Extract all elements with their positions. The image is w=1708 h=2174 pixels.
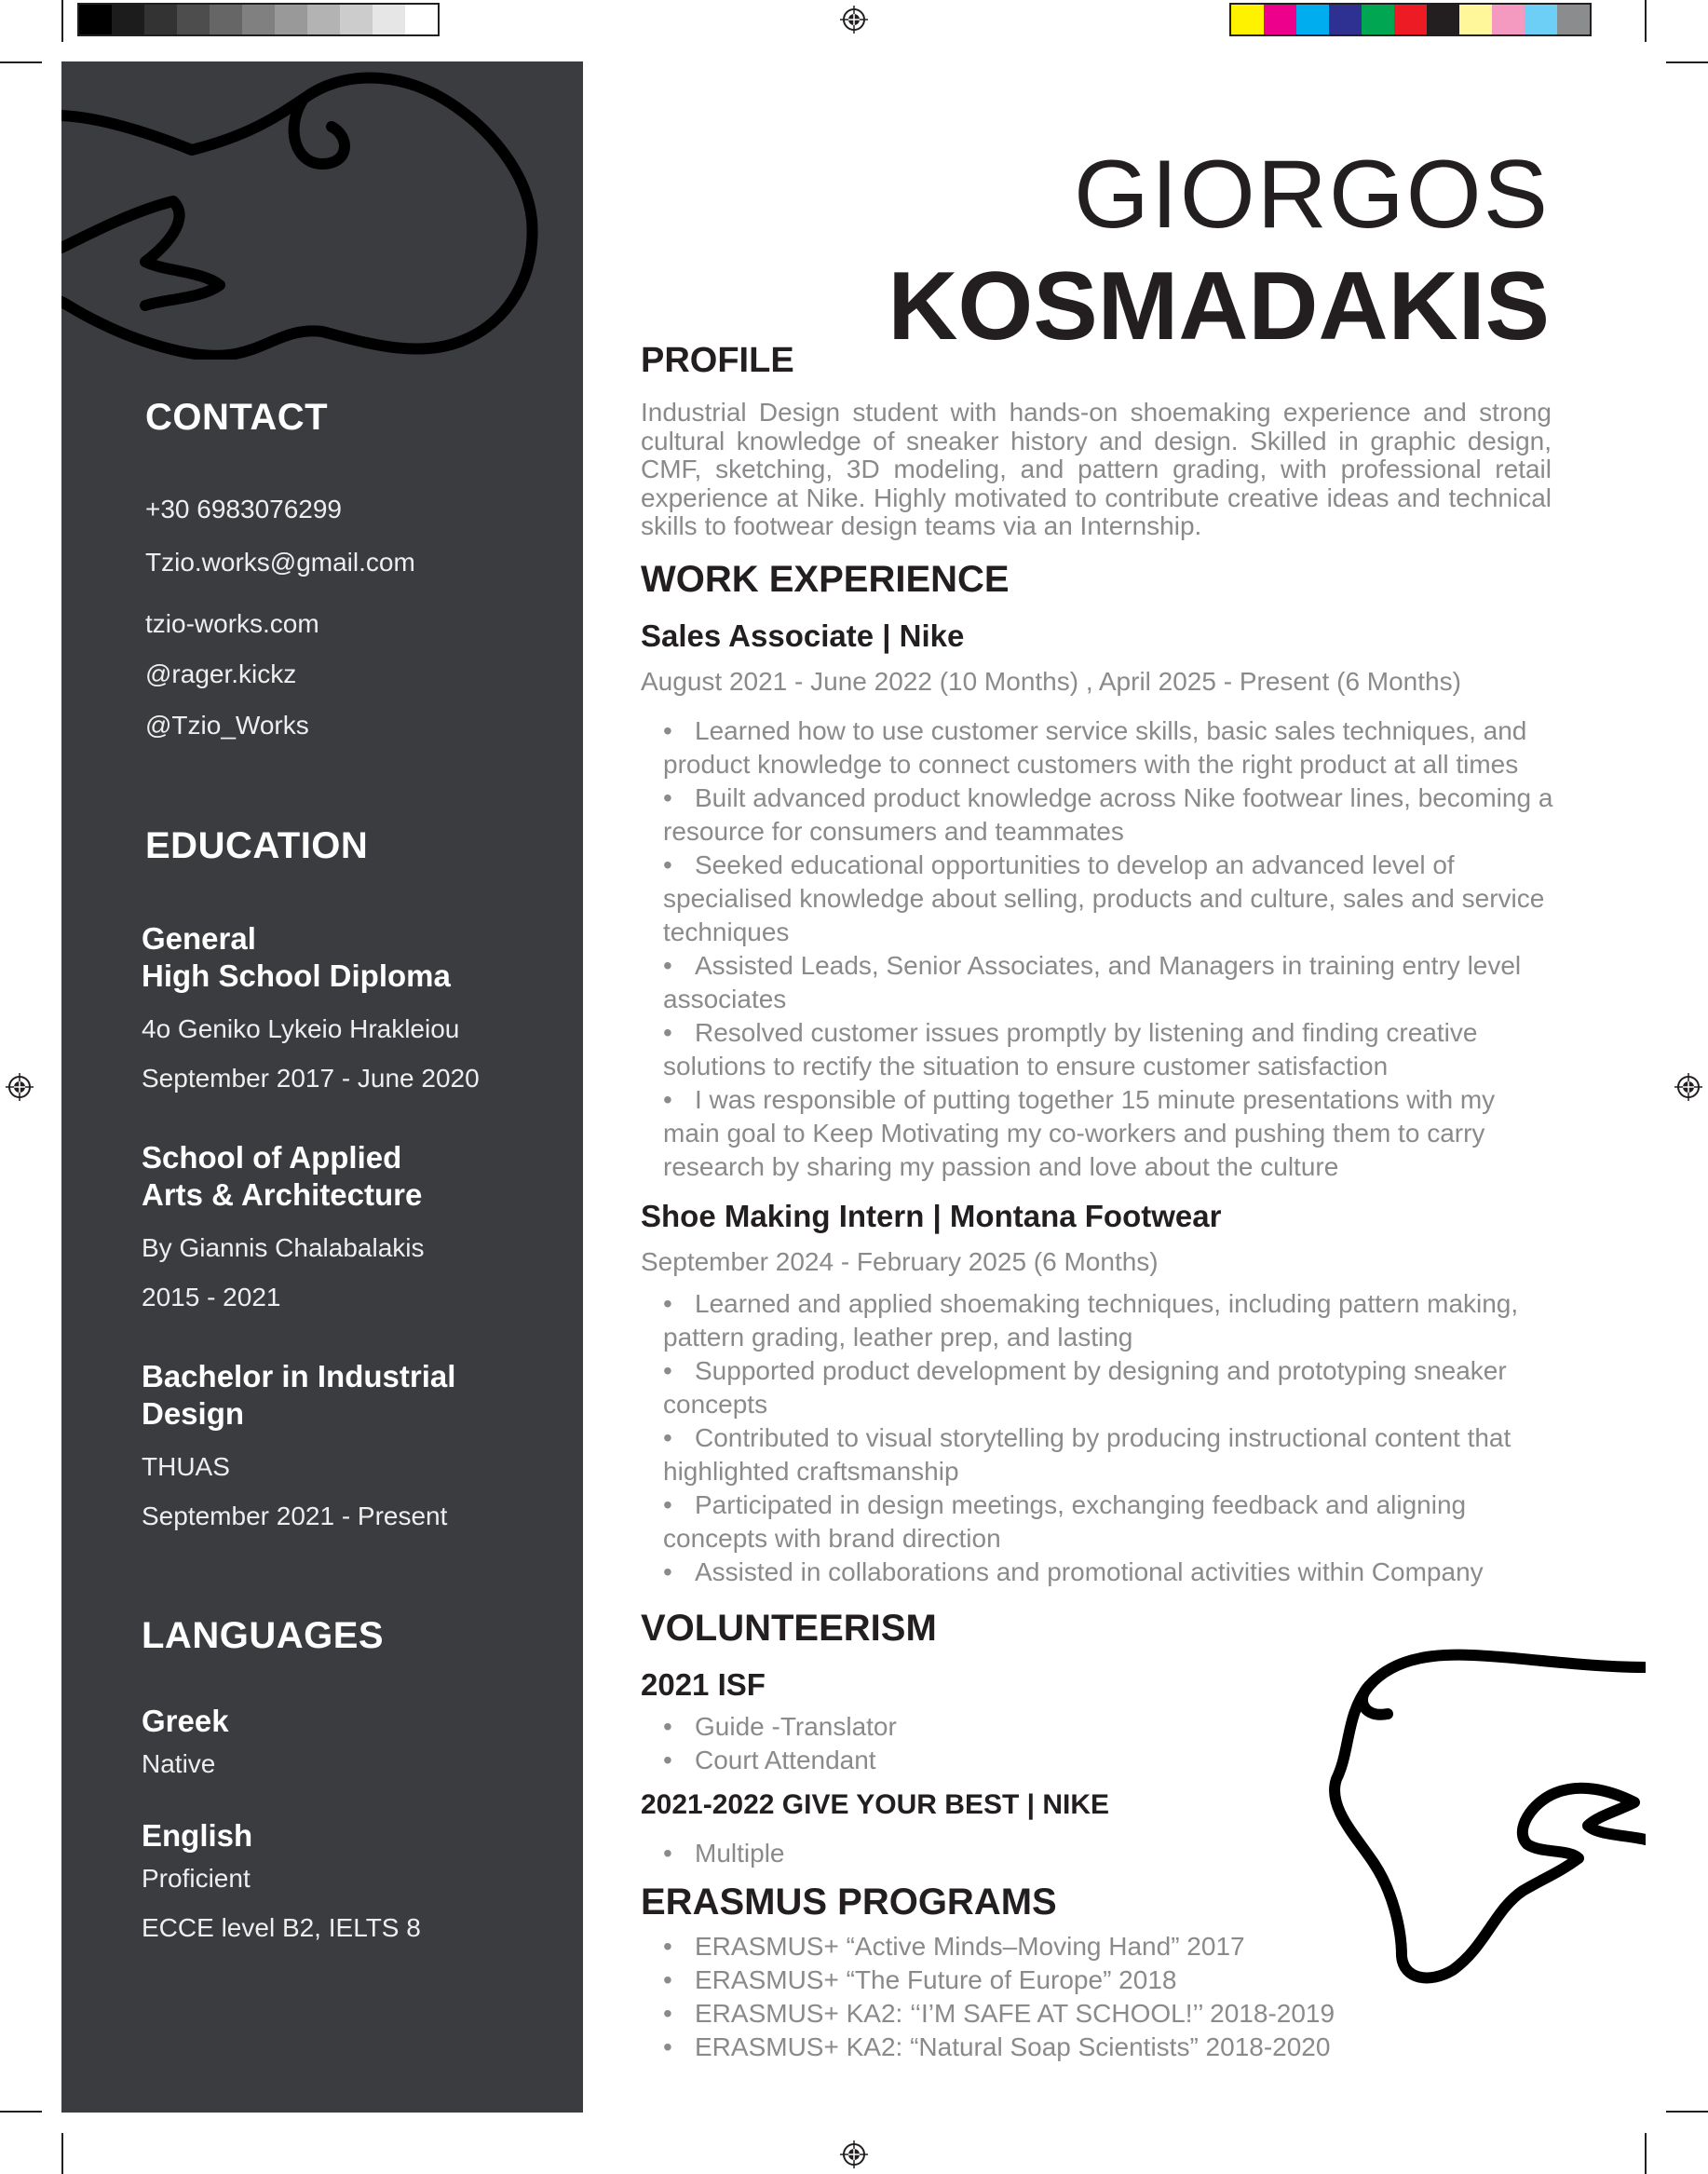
- bullet-icon: •: [663, 1490, 672, 1519]
- bullet-text: Guide -Translator: [695, 1712, 897, 1741]
- list-item: [663, 1556, 1557, 1589]
- bullet-icon: •: [663, 1085, 672, 1114]
- color-swatch: [1557, 5, 1590, 34]
- bullet-text: Learned and applied shoemaking techniques, including pattern making, pattern grading, leather prep, and lasting: [663, 1289, 1519, 1352]
- language-level: Native: [142, 1749, 216, 1778]
- erasmus-heading: ERASMUS PROGRAMS: [641, 1882, 1057, 1923]
- gray-swatch: [275, 5, 307, 34]
- crop-mark: [1645, 2133, 1647, 2174]
- bullet-text: Assisted in collaborations and promotional activities within Company: [695, 1557, 1484, 1586]
- bullet-icon: •: [663, 1965, 672, 1994]
- education-school: 4o Geniko Lykeio Hrakleiou: [142, 1014, 460, 1043]
- list-item: [663, 714, 1557, 781]
- phone-number: +30 6983076299: [145, 495, 342, 523]
- crop-mark: [1666, 2111, 1708, 2113]
- list-item: [663, 849, 1557, 949]
- color-swatch: [1362, 5, 1394, 34]
- color-swatch: [1427, 5, 1459, 34]
- sneaker-doodle-icon: [1299, 1649, 1646, 1993]
- education-school: THUAS: [142, 1452, 230, 1481]
- list-item: [663, 1083, 1557, 1184]
- gray-swatch: [144, 5, 177, 34]
- volunteerism-heading: VOLUNTEERISM: [641, 1608, 937, 1649]
- gray-swatch: [79, 5, 112, 34]
- bullet-icon: •: [663, 1289, 672, 1318]
- degree-line: School of Applied: [142, 1140, 402, 1175]
- bullet-text: ERASMUS+ KA2: “Natural Soap Scientists” 2018-2020: [695, 2032, 1331, 2061]
- contact-heading: CONTACT: [145, 397, 329, 438]
- color-swatch: [1394, 5, 1427, 34]
- first-name: GIORGOS: [1074, 141, 1550, 249]
- registration-mark-icon: [1674, 1073, 1702, 1101]
- color-swatch: [1231, 5, 1264, 34]
- gray-swatch: [242, 5, 275, 34]
- bullet-icon: •: [663, 951, 672, 980]
- bullet-icon: •: [663, 783, 672, 812]
- bullet-icon: •: [663, 850, 672, 879]
- color-swatch: [1525, 5, 1557, 34]
- work-experience-heading: WORK EXPERIENCE: [641, 559, 1010, 600]
- gray-swatch: [210, 5, 242, 34]
- crop-mark: [0, 2111, 42, 2113]
- list-item: [663, 2031, 1557, 2064]
- languages-heading: LANGUAGES: [142, 1615, 385, 1656]
- bullet-icon: •: [663, 1839, 672, 1868]
- job-title: Shoe Making Intern | Montana Footwear: [641, 1199, 1222, 1233]
- list-item: [663, 1488, 1557, 1556]
- bullet-text: Learned how to use customer service skills, basic sales techniques, and product knowledge to connect customers with the right product at all times: [663, 716, 1527, 779]
- bullet-text: Court Attendant: [695, 1746, 876, 1774]
- bullet-icon: •: [663, 1999, 672, 2028]
- social-handle[interactable]: @rager.kickz: [145, 659, 297, 688]
- crop-mark: [61, 0, 63, 42]
- bullet-icon: •: [663, 1557, 672, 1586]
- bullet-icon: •: [663, 1018, 672, 1047]
- gray-swatch: [307, 5, 340, 34]
- job-dates: August 2021 - June 2022 (10 Months) , April 2025 - Present (6 Months): [641, 667, 1461, 696]
- color-swatch: [1492, 5, 1525, 34]
- gray-swatch: [177, 5, 210, 34]
- social-handle[interactable]: @Tzio_Works: [145, 711, 309, 740]
- gray-swatch: [373, 5, 405, 34]
- language-name: English: [142, 1818, 253, 1853]
- education-degree: [142, 1139, 422, 1214]
- language-certification: ECCE level B2, IELTS 8: [142, 1913, 421, 1942]
- registration-mark-icon: [840, 6, 868, 34]
- degree-line: Bachelor in Industrial: [142, 1359, 456, 1393]
- crop-mark: [61, 2133, 63, 2174]
- list-item: [663, 781, 1557, 849]
- crop-mark: [1666, 61, 1708, 63]
- gray-swatch: [112, 5, 144, 34]
- bullet-text: Participated in design meetings, exchanging feedback and aligning concepts with brand direction: [663, 1490, 1467, 1553]
- bullet-text: Multiple: [695, 1839, 785, 1868]
- gray-swatch: [405, 5, 438, 34]
- bullet-text: Assisted Leads, Senior Associates, and Managers in training entry level associates: [663, 951, 1522, 1013]
- registration-mark-icon: [6, 1073, 34, 1101]
- language-level: Proficient: [142, 1864, 251, 1893]
- language-name: Greek: [142, 1704, 229, 1738]
- list-item: [663, 949, 1557, 1016]
- job-bullets: [663, 714, 1557, 1184]
- bullet-icon: •: [663, 1423, 672, 1452]
- education-dates: September 2017 - June 2020: [142, 1064, 480, 1093]
- bullet-icon: •: [663, 1932, 672, 1961]
- bullet-text: Supported product development by designing and prototyping sneaker concepts: [663, 1356, 1507, 1419]
- volunteer-event: 2021-2022 GIVE YOUR BEST | NIKE: [641, 1789, 1110, 1820]
- list-item: [663, 1354, 1557, 1421]
- last-name: KOSMADAKIS: [888, 252, 1550, 360]
- sidebar: [61, 61, 583, 2113]
- degree-line: General: [142, 921, 256, 956]
- education-degree: [142, 920, 451, 995]
- crop-mark: [1645, 0, 1647, 42]
- profile-heading: PROFILE: [641, 341, 794, 380]
- color-swatch: [1264, 5, 1296, 34]
- education-heading: EDUCATION: [145, 825, 369, 866]
- profile-summary: Industrial Design student with hands-on shoemaking experience and strong cultural knowledge of sneaker history and design. Skilled in graphic design, CMF, sketching, 3D modeling, and pattern grading, with professional retail experience at Nike. Highly motivated to contribute creative ideas and technical skills to footwear design teams via an Internship.: [641, 398, 1552, 540]
- list-item: [663, 1421, 1557, 1488]
- process-color-bar: [1229, 3, 1592, 36]
- job-title: Sales Associate | Nike: [641, 618, 965, 653]
- bullet-text: I was responsible of putting together 15 minute presentations with my main goal to Keep Motivating my co-workers and pushing them to carry research by sharing my passion and love about the culture: [663, 1085, 1496, 1181]
- education-school: By Giannis Chalabalakis: [142, 1233, 425, 1262]
- list-item: [663, 1997, 1557, 2031]
- volunteer-event: 2021 ISF: [641, 1667, 766, 1702]
- job-dates: September 2024 - February 2025 (6 Months): [641, 1247, 1159, 1276]
- sneaker-doodle-icon: [61, 61, 583, 360]
- bullet-text: ERASMUS+ “Active Minds–Moving Hand” 2017: [695, 1932, 1245, 1961]
- color-swatch: [1329, 5, 1362, 34]
- bullet-icon: •: [663, 716, 672, 745]
- bullet-text: ERASMUS+ KA2: ‘‘I’M SAFE AT SCHOOL!’’ 2018-2019: [695, 1999, 1335, 2028]
- education-degree: [142, 1358, 455, 1433]
- bullet-text: Resolved customer issues promptly by listening and finding creative solutions to rectify the situation to ensure customer satisfaction: [663, 1018, 1478, 1080]
- degree-line: Arts & Architecture: [142, 1177, 423, 1212]
- color-swatch: [1459, 5, 1492, 34]
- bullet-icon: •: [663, 1712, 672, 1741]
- website-link[interactable]: tzio-works.com: [145, 609, 319, 638]
- job-bullets: [663, 1287, 1557, 1589]
- grayscale-color-bar: [77, 3, 440, 36]
- bullet-text: Built advanced product knowledge across Nike footwear lines, becoming a resource for consumers and teammates: [663, 783, 1553, 846]
- registration-mark-icon: [840, 2140, 868, 2168]
- degree-line: High School Diploma: [142, 958, 451, 993]
- email-address[interactable]: Tzio.works@gmail.com: [145, 548, 415, 577]
- color-swatch: [1296, 5, 1329, 34]
- crop-mark: [0, 61, 42, 63]
- bullet-text: ERASMUS+ “The Future of Europe” 2018: [695, 1965, 1177, 1994]
- gray-swatch: [340, 5, 373, 34]
- education-dates: September 2021 - Present: [142, 1501, 448, 1530]
- bullet-icon: •: [663, 1746, 672, 1774]
- bullet-text: Seeked educational opportunities to develop an advanced level of specialised knowledge about selling, products and culture, sales and service techniques: [663, 850, 1545, 946]
- bullet-icon: •: [663, 2032, 672, 2061]
- list-item: [663, 1016, 1557, 1083]
- degree-line: Design: [142, 1396, 245, 1431]
- education-dates: 2015 - 2021: [142, 1283, 281, 1311]
- bullet-text: Contributed to visual storytelling by producing instructional content that highlighted craftsmanship: [663, 1423, 1511, 1486]
- list-item: [663, 1287, 1557, 1354]
- bullet-icon: •: [663, 1356, 672, 1385]
